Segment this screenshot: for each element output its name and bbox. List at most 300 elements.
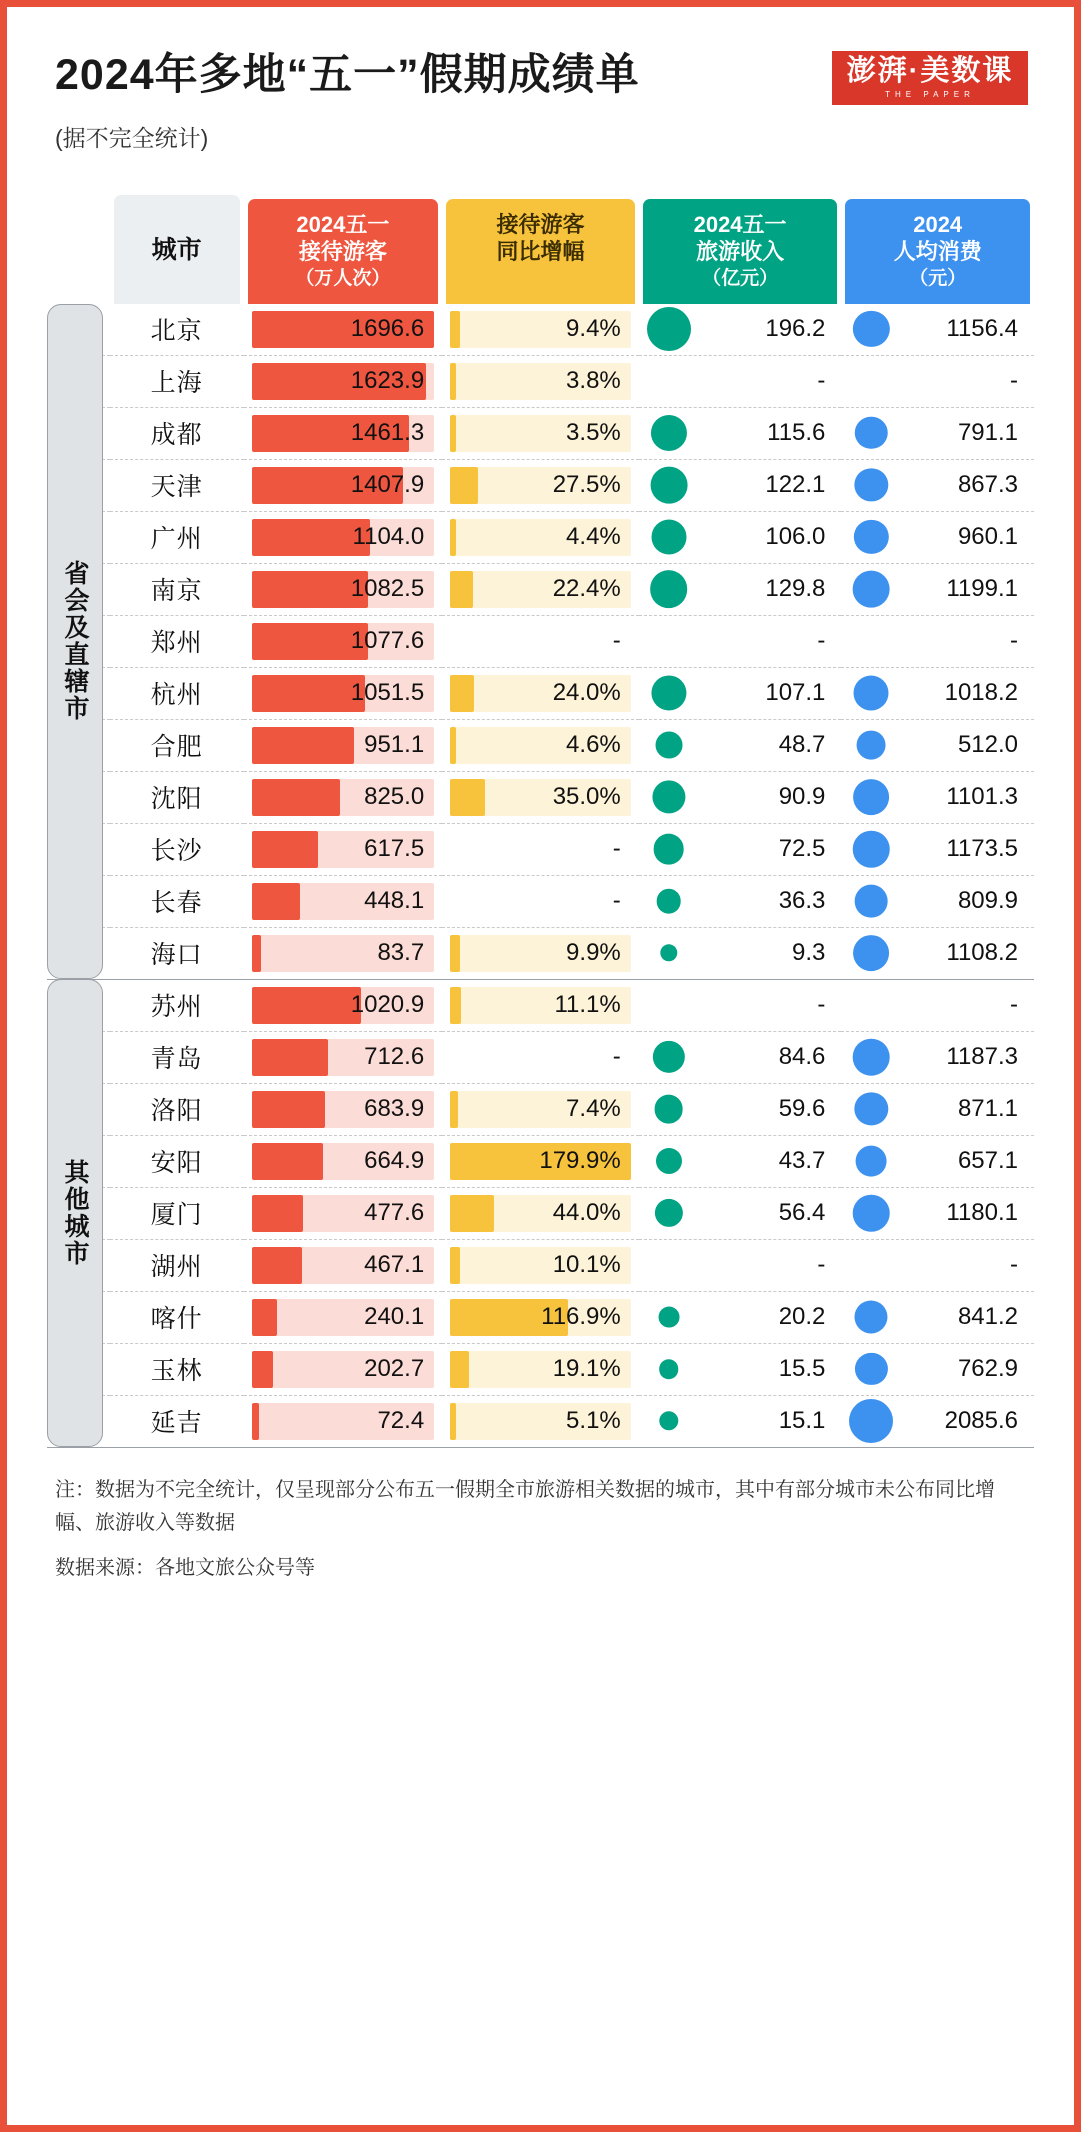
city-name: 延吉 (150, 1409, 203, 1437)
percapita-bubble-cell (841, 564, 1034, 615)
cell-percapita (841, 823, 1034, 875)
income-bubble-cell (639, 772, 842, 823)
city-name: 湖州 (150, 1253, 203, 1281)
percapita-value: 1101.3 (946, 783, 1018, 810)
city-name: 成都 (150, 421, 203, 449)
percapita-value: 2085.6 (944, 1407, 1018, 1434)
growth-value: 10.1% (552, 1251, 621, 1278)
group-label-provincial: 省会及直辖市 (47, 304, 103, 980)
percapita-bubble (853, 571, 890, 608)
cell-visitors (244, 407, 443, 459)
growth-value: 4.6% (566, 731, 621, 758)
percapita-value: 1156.4 (946, 315, 1018, 342)
growth-value: 27.5% (552, 471, 621, 498)
cell-income (639, 1135, 842, 1187)
cell-income (639, 875, 842, 927)
visitors-bar-cell (244, 564, 443, 615)
growth-bar-cell (442, 512, 639, 563)
cell-growth (442, 511, 639, 563)
growth-bar (450, 675, 474, 712)
income-value: 90.9 (778, 783, 826, 810)
visitors-bar (252, 727, 354, 764)
growth-value: 116.9% (541, 1303, 621, 1330)
growth-bar (450, 363, 455, 400)
visitors-bar-cell (244, 928, 443, 979)
growth-value: 4.4% (566, 523, 621, 550)
income-bubble (647, 307, 691, 351)
cell-income (639, 304, 842, 356)
logo-subtext: THE PAPER (885, 90, 975, 99)
income-bubble-cell (639, 1344, 842, 1395)
growth-value: 24.0% (552, 679, 621, 706)
percapita-bubble-cell (841, 668, 1034, 719)
visitors-bar-cell (244, 980, 443, 1031)
income-bubble (650, 570, 688, 608)
cell-growth (442, 407, 639, 459)
header-visitors (244, 195, 443, 304)
income-value: 129.8 (765, 575, 826, 602)
income-value: 115.6 (767, 419, 826, 446)
cell-income (639, 771, 842, 823)
cell-visitors (244, 875, 443, 927)
visitors-value: 1082.5 (350, 575, 425, 602)
growth-value: 11.1% (554, 991, 621, 1018)
table-row (47, 1187, 1034, 1239)
income-bubble (651, 675, 686, 710)
income-value: - (817, 367, 826, 394)
visitors-value: 1020.9 (350, 991, 425, 1018)
cell-income (639, 979, 842, 1031)
income-value: 72.5 (778, 835, 826, 862)
header-income-line2: 旅游收入 (696, 238, 785, 264)
cell-city (110, 459, 244, 511)
growth-value: 35.0% (552, 783, 621, 810)
income-bubble-cell (639, 356, 842, 407)
publisher-logo (832, 51, 1028, 105)
growth-value: 9.4% (566, 315, 621, 342)
income-bubble (655, 1199, 683, 1227)
visitors-bar-cell (244, 876, 443, 927)
visitors-bar-cell (244, 1396, 443, 1447)
percapita-bubble-cell (841, 1396, 1034, 1447)
table-row (47, 979, 1034, 1031)
cell-percapita (841, 355, 1034, 407)
city-name: 杭州 (150, 681, 203, 709)
cell-city (110, 719, 244, 771)
growth-bar (450, 571, 472, 608)
cell-growth (442, 927, 639, 979)
cell-income (639, 1187, 842, 1239)
income-bubble-cell (639, 720, 842, 771)
growth-value: - (612, 627, 621, 654)
income-bubble (654, 1095, 683, 1124)
growth-bar (450, 415, 455, 452)
cell-visitors (244, 1083, 443, 1135)
growth-bar-cell (442, 720, 639, 771)
cell-visitors (244, 1135, 443, 1187)
income-value: 9.3 (792, 939, 826, 966)
table-header (47, 195, 1034, 304)
cell-visitors (244, 615, 443, 667)
visitors-value: 1051.5 (350, 679, 425, 706)
cell-growth (442, 1239, 639, 1291)
data-table-wrap (47, 195, 1034, 1448)
header-spacer (47, 195, 110, 304)
header-percapita (841, 195, 1034, 304)
table-row (47, 615, 1034, 667)
visitors-bar-cell (244, 616, 443, 667)
growth-bar-cell (442, 564, 639, 615)
cell-percapita (841, 407, 1034, 459)
cell-income (639, 1239, 842, 1291)
growth-bar (450, 1195, 494, 1232)
visitors-value: 825.0 (364, 783, 425, 810)
growth-bar-cell (442, 356, 639, 407)
visitors-value: 1623.9 (350, 367, 425, 394)
cell-percapita (841, 875, 1034, 927)
percapita-value: 1180.1 (946, 1199, 1018, 1226)
cell-growth (442, 875, 639, 927)
cell-percapita (841, 304, 1034, 356)
percapita-bubble-cell (841, 616, 1034, 667)
income-value: - (817, 991, 826, 1018)
cell-visitors (244, 979, 443, 1031)
table-row (47, 875, 1034, 927)
header-city-label: 城市 (114, 195, 240, 304)
growth-value: 179.9% (539, 1147, 621, 1174)
percapita-bubble (854, 676, 889, 711)
cell-city (110, 355, 244, 407)
visitors-value: 683.9 (364, 1095, 425, 1122)
table-row (47, 719, 1034, 771)
percapita-bubble-cell (841, 720, 1034, 771)
cell-percapita (841, 719, 1034, 771)
income-bubble-cell (639, 1136, 842, 1187)
table-row (47, 1291, 1034, 1343)
visitors-bar (252, 779, 341, 816)
income-bubble-cell (639, 1032, 842, 1083)
percapita-bubble-cell (841, 1188, 1034, 1239)
visitors-value: 712.6 (364, 1043, 425, 1070)
cell-city (110, 1083, 244, 1135)
growth-value: 44.0% (552, 1199, 621, 1226)
percapita-bubble-cell (841, 772, 1034, 823)
income-bubble (653, 1041, 685, 1073)
income-bubble-cell (639, 1292, 842, 1343)
percapita-bubble (857, 731, 886, 760)
visitors-bar-cell (244, 1344, 443, 1395)
percapita-bubble (853, 935, 889, 971)
cell-visitors (244, 823, 443, 875)
cell-city (110, 1187, 244, 1239)
income-bubble (650, 467, 687, 504)
percapita-value: 791.1 (957, 419, 1018, 446)
cell-city (110, 1291, 244, 1343)
table-row (47, 407, 1034, 459)
header-income-unit: （亿元） (702, 268, 779, 290)
table-row (47, 667, 1034, 719)
percapita-bubble-cell (841, 356, 1034, 407)
city-name: 长沙 (150, 837, 203, 865)
table-row (47, 771, 1034, 823)
visitors-bar-cell (244, 824, 443, 875)
visitors-bar (252, 935, 261, 972)
income-bubble-cell (639, 928, 842, 979)
growth-value: 7.4% (566, 1095, 621, 1122)
percapita-value: 867.3 (957, 471, 1018, 498)
header-growth-line2: 同比增幅 (496, 238, 585, 264)
visitors-bar-cell (244, 1188, 443, 1239)
visitors-value: 467.1 (364, 1251, 425, 1278)
city-name: 玉林 (150, 1357, 203, 1385)
cell-percapita (841, 563, 1034, 615)
percapita-bubble (854, 520, 888, 554)
logo-text: 澎湃·美数课 (846, 55, 1014, 87)
income-value: 106.0 (765, 523, 826, 550)
cell-growth (442, 1395, 639, 1447)
city-name: 上海 (150, 369, 203, 397)
cell-city (110, 667, 244, 719)
table-row (47, 1083, 1034, 1135)
visitors-value: 72.4 (377, 1407, 425, 1434)
income-bubble (659, 1359, 679, 1379)
city-name: 安阳 (150, 1149, 203, 1177)
cell-income (639, 511, 842, 563)
growth-value: 3.5% (566, 419, 621, 446)
growth-bar (450, 935, 460, 972)
cell-visitors (244, 667, 443, 719)
cell-visitors (244, 1239, 443, 1291)
percapita-bubble-cell (841, 1136, 1034, 1187)
income-bubble-cell (639, 1188, 842, 1239)
percapita-value: 1018.2 (944, 679, 1018, 706)
cell-income (639, 927, 842, 979)
income-value: 15.1 (778, 1407, 826, 1434)
header-percapita-line2: 人均消费 (893, 238, 982, 264)
cell-city (110, 563, 244, 615)
city-name: 海口 (150, 941, 203, 969)
growth-value: - (612, 1043, 621, 1070)
city-name: 青岛 (150, 1045, 203, 1073)
group-label-other: 其他城市 (47, 979, 103, 1447)
visitors-bar (252, 675, 365, 712)
income-value: 122.1 (765, 471, 826, 498)
city-name: 合肥 (150, 733, 203, 761)
income-bubble-cell (639, 668, 842, 719)
table-row (47, 563, 1034, 615)
header-visitors-box (248, 199, 439, 304)
growth-bar-cell (442, 1136, 639, 1187)
income-bubble (656, 889, 681, 914)
income-value: 196.2 (765, 315, 826, 342)
growth-bar-cell (442, 1344, 639, 1395)
cell-percapita (841, 1343, 1034, 1395)
cell-income (639, 615, 842, 667)
income-bubble-cell (639, 1396, 842, 1447)
percapita-bubble (849, 1399, 893, 1443)
growth-bar-cell (442, 668, 639, 719)
income-bubble-cell (639, 980, 842, 1031)
cell-visitors (244, 304, 443, 356)
income-bubble (658, 1307, 679, 1328)
income-bubble-cell (639, 876, 842, 927)
table-row (47, 1135, 1034, 1187)
cell-growth (442, 615, 639, 667)
cell-city (110, 771, 244, 823)
cell-percapita (841, 927, 1034, 979)
city-name: 天津 (150, 473, 203, 501)
cell-city (110, 615, 244, 667)
footer (47, 1474, 1034, 1585)
city-name: 苏州 (150, 993, 203, 1021)
cell-city (110, 511, 244, 563)
visitors-bar-cell (244, 512, 443, 563)
cell-percapita (841, 1291, 1034, 1343)
growth-bar (450, 519, 455, 556)
percapita-bubble (856, 1146, 887, 1177)
cell-growth (442, 1135, 639, 1187)
visitors-bar-cell (244, 408, 443, 459)
income-value: 43.7 (778, 1147, 826, 1174)
growth-bar (450, 987, 461, 1024)
income-bubble (653, 834, 684, 865)
visitors-bar (252, 1351, 274, 1388)
cell-growth (442, 823, 639, 875)
income-value: 107.1 (765, 679, 826, 706)
city-name: 喀什 (150, 1305, 203, 1333)
income-value: 20.2 (778, 1303, 826, 1330)
cell-city (110, 1239, 244, 1291)
growth-bar-cell (442, 980, 639, 1031)
growth-value: 5.1% (566, 1407, 621, 1434)
growth-value: 22.4% (552, 575, 621, 602)
cell-city (110, 823, 244, 875)
cell-visitors (244, 355, 443, 407)
percapita-bubble (855, 1092, 888, 1125)
cell-visitors (244, 1291, 443, 1343)
visitors-bar (252, 987, 362, 1024)
growth-bar-cell (442, 824, 639, 875)
page-subtitle: (据不完全统计) (55, 125, 209, 151)
income-bubble-cell (639, 1240, 842, 1291)
cell-visitors (244, 719, 443, 771)
income-bubble (660, 944, 677, 961)
income-value: - (817, 627, 826, 654)
percapita-value: 657.1 (957, 1147, 1018, 1174)
income-bubble-cell (639, 408, 842, 459)
visitors-value: 1104.0 (352, 523, 425, 550)
cell-percapita (841, 1395, 1034, 1447)
visitors-bar-cell (244, 772, 443, 823)
visitors-value: 617.5 (364, 835, 425, 862)
cell-percapita (841, 979, 1034, 1031)
income-value: 59.6 (778, 1095, 826, 1122)
page-title: 2024年多地“五一”假期成绩单 (55, 51, 640, 99)
cell-income (639, 563, 842, 615)
cell-income (639, 1395, 842, 1447)
percapita-value: 512.0 (957, 731, 1018, 758)
table-row (47, 304, 1034, 356)
cell-percapita (841, 459, 1034, 511)
growth-bar (450, 467, 478, 504)
income-value: 48.7 (778, 731, 826, 758)
header-growth-box (446, 199, 635, 304)
visitors-bar (252, 883, 300, 920)
header-visitors-unit: （万人次） (295, 268, 391, 290)
cell-growth (442, 719, 639, 771)
percapita-value: 762.9 (957, 1355, 1018, 1382)
cell-income (639, 1291, 842, 1343)
cell-visitors (244, 511, 443, 563)
city-name: 沈阳 (150, 785, 203, 813)
percapita-bubble-cell (841, 408, 1034, 459)
cell-growth (442, 667, 639, 719)
table-body (47, 304, 1034, 1448)
income-bubble-cell (639, 304, 842, 355)
visitors-bar (252, 831, 318, 868)
percapita-bubble (855, 1353, 887, 1385)
percapita-bubble-cell (841, 304, 1034, 355)
percapita-bubble (855, 885, 888, 918)
growth-bar (450, 1247, 460, 1284)
city-name: 郑州 (150, 629, 203, 657)
income-bubble-cell (639, 460, 842, 511)
percapita-value: 809.9 (957, 887, 1018, 914)
cell-percapita (841, 667, 1034, 719)
city-name: 长春 (150, 889, 203, 917)
cell-income (639, 407, 842, 459)
table-row (47, 1395, 1034, 1447)
cell-city (110, 1343, 244, 1395)
percapita-bubble (853, 831, 890, 868)
cell-city (110, 1031, 244, 1083)
header-visitors-line2: 接待游客 (298, 238, 387, 264)
footer-source: 数据来源：各地文旅公众号等 (55, 1556, 315, 1579)
percapita-value: - (1010, 1251, 1018, 1278)
table-row (47, 1343, 1034, 1395)
city-name: 广州 (150, 525, 203, 553)
percapita-bubble-cell (841, 460, 1034, 511)
percapita-value: 1199.1 (946, 575, 1018, 602)
growth-bar-cell (442, 928, 639, 979)
growth-bar-cell (442, 1188, 639, 1239)
header-visitors-line1: 2024五一 (296, 211, 390, 237)
cell-percapita (841, 511, 1034, 563)
growth-bar-cell (442, 408, 639, 459)
visitors-bar (252, 1403, 260, 1440)
cell-percapita (841, 1187, 1034, 1239)
growth-bar-cell (442, 1240, 639, 1291)
cell-growth (442, 1343, 639, 1395)
growth-bar (450, 1091, 457, 1128)
city-name: 北京 (150, 317, 203, 345)
growth-bar-cell (442, 304, 639, 355)
visitors-value: 951.1 (364, 731, 425, 758)
cell-city (110, 875, 244, 927)
visitors-value: 83.7 (377, 939, 425, 966)
income-bubble-cell (639, 1084, 842, 1135)
percapita-bubble (855, 468, 888, 501)
cell-growth (442, 979, 639, 1031)
table-row (47, 927, 1034, 979)
header-growth-line1: 接待游客 (496, 211, 585, 237)
percapita-bubble (855, 1300, 888, 1333)
income-bubble-cell (639, 564, 842, 615)
cell-growth (442, 1187, 639, 1239)
growth-value: 3.8% (566, 367, 621, 394)
percapita-bubble-cell (841, 876, 1034, 927)
percapita-bubble-cell (841, 1344, 1034, 1395)
